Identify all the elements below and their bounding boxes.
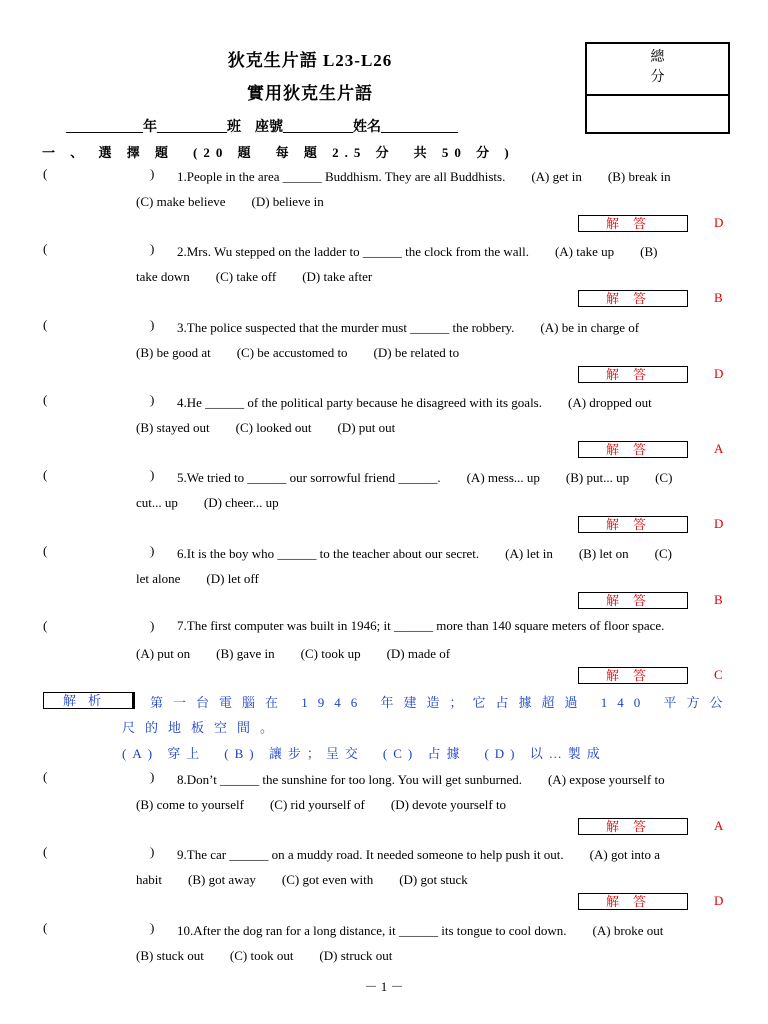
answer-value-4: A bbox=[714, 441, 724, 456]
score-box bbox=[585, 42, 730, 134]
answer-label-box: 解答 bbox=[578, 215, 688, 232]
question-5-text: 5.We tried to ______ our sorrowful friend ______. (A) mess... up (B) put... up (C) bbox=[177, 470, 673, 485]
answer-paren-open: ( bbox=[43, 166, 48, 181]
answer-paren-open: ( bbox=[43, 920, 48, 935]
answer-paren-open: ( bbox=[43, 769, 48, 784]
question-3-options: (B) be good at (C) be accustomed to (D) be related to bbox=[136, 345, 460, 360]
answer-paren-open: ( bbox=[43, 317, 48, 332]
question-6-options: let alone (D) let off bbox=[136, 571, 259, 586]
question-5-options: cut... up (D) cheer... up bbox=[136, 495, 279, 510]
answer-paren-close: ) bbox=[150, 317, 155, 332]
answer-label-box: 解答 bbox=[578, 592, 688, 609]
question-1-text: 1.People in the area ______ Buddhism. They are all Buddhists. (A) get in (B) break in bbox=[177, 169, 671, 184]
question-9-text: 9.The car ______ on a muddy road. It needed someone to help push it out. (A) got into a bbox=[177, 847, 661, 862]
answer-value-9: D bbox=[714, 893, 724, 908]
question-8-options: (B) come to yourself (C) rid yourself of (D) devote yourself to bbox=[136, 797, 507, 812]
question-6-text: 6.It is the boy who ______ to the teacher about our secret. (A) let in (B) let on (C) bbox=[177, 546, 672, 561]
question-10-options: (B) stuck out (C) took out (D) struck out bbox=[136, 948, 393, 963]
answer-paren-close: ) bbox=[150, 618, 155, 633]
answer-paren-open: ( bbox=[43, 844, 48, 859]
answer-paren-close: ) bbox=[150, 392, 155, 407]
answer-value-6: B bbox=[714, 592, 723, 607]
answer-value-3: D bbox=[714, 366, 724, 381]
answer-paren-close: ) bbox=[150, 467, 155, 482]
page-number: － 1 － bbox=[364, 979, 404, 994]
question-10-text: 10.After the dog ran for a long distance, it ______ its tongue to cool down. (A) broke out bbox=[177, 923, 664, 938]
answer-paren-close: ) bbox=[150, 920, 155, 935]
page-subtitle: 實用狄克生片語 bbox=[247, 84, 373, 103]
question-3-text: 3.The police suspected that the murder must ______ the robbery. (A) be in charge of bbox=[177, 320, 640, 335]
answer-value-5: D bbox=[714, 516, 724, 531]
answer-paren-open: ( bbox=[43, 392, 48, 407]
answer-label-box: 解答 bbox=[578, 366, 688, 383]
page-title: 狄克生片語 L23-L26 bbox=[227, 51, 393, 70]
score-label-1: 總 bbox=[650, 50, 665, 65]
question-2-text: 2.Mrs. Wu stepped on the ladder to ______ the clock from the wall. (A) take up (B) bbox=[177, 244, 658, 259]
student-info-line: ___________年__________班 座號__________姓名___________ bbox=[66, 120, 458, 135]
question-7-options: (A) put on (B) gave in (C) took up (D) made of bbox=[136, 646, 451, 661]
question-1-options: (C) make believe (D) believe in bbox=[136, 194, 324, 209]
answer-value-8: A bbox=[714, 818, 724, 833]
answer-value-2: B bbox=[714, 290, 723, 305]
answer-label-box: 解答 bbox=[578, 818, 688, 835]
section-title: 一 、 選 擇 題 (20 題 每 題 2.5 分 共 50 分 ) bbox=[42, 145, 515, 160]
answer-paren-close: ) bbox=[150, 769, 155, 784]
score-label bbox=[587, 44, 728, 96]
answer-label-box: 解答 bbox=[578, 290, 688, 307]
answer-label-box: 解答 bbox=[578, 893, 688, 910]
answer-paren-open: ( bbox=[43, 241, 48, 256]
question-4-text: 4.He ______ of the political party because he disagreed with its goals. (A) dropped out bbox=[177, 395, 652, 410]
answer-value-1: D bbox=[714, 215, 724, 230]
answer-paren-close: ) bbox=[150, 844, 155, 859]
answer-paren-close: ) bbox=[150, 166, 155, 181]
answer-value-7: C bbox=[714, 667, 723, 682]
answer-paren-open: ( bbox=[43, 467, 48, 482]
answer-paren-open: ( bbox=[43, 543, 48, 558]
answer-label-box: 解答 bbox=[578, 516, 688, 533]
question-7-text: 7.The first computer was built in 1946; it ______ more than 140 square meters of floor space. bbox=[177, 618, 665, 633]
answer-paren-close: ) bbox=[150, 543, 155, 558]
answer-label-box: 解答 bbox=[578, 441, 688, 458]
score-label-2: 分 bbox=[650, 70, 665, 85]
question-4-options: (B) stayed out (C) looked out (D) put out bbox=[136, 420, 396, 435]
question-9-options: habit (B) got away (C) got even with (D) got stuck bbox=[136, 872, 468, 887]
explanation-line-3: (A) 穿上 (B) 讓步；呈交 (C) 占據 (D) 以…製成 bbox=[122, 746, 606, 761]
explanation-label: 解析 bbox=[43, 692, 135, 709]
question-8-text: 8.Don’t ______ the sunshine for too long. You will get sunburned. (A) expose yourself to bbox=[177, 772, 665, 787]
answer-paren-open: ( bbox=[43, 618, 48, 633]
explanation-line-1: 第一台電腦在 1946 年建造；它占據超過 140 平方公 bbox=[150, 695, 733, 710]
answer-paren-close: ) bbox=[150, 241, 155, 256]
explanation-line-2: 尺的地板空間。 bbox=[122, 720, 284, 735]
question-2-options: take down (C) take off (D) take after bbox=[136, 269, 373, 284]
answer-label-box: 解答 bbox=[578, 667, 688, 684]
